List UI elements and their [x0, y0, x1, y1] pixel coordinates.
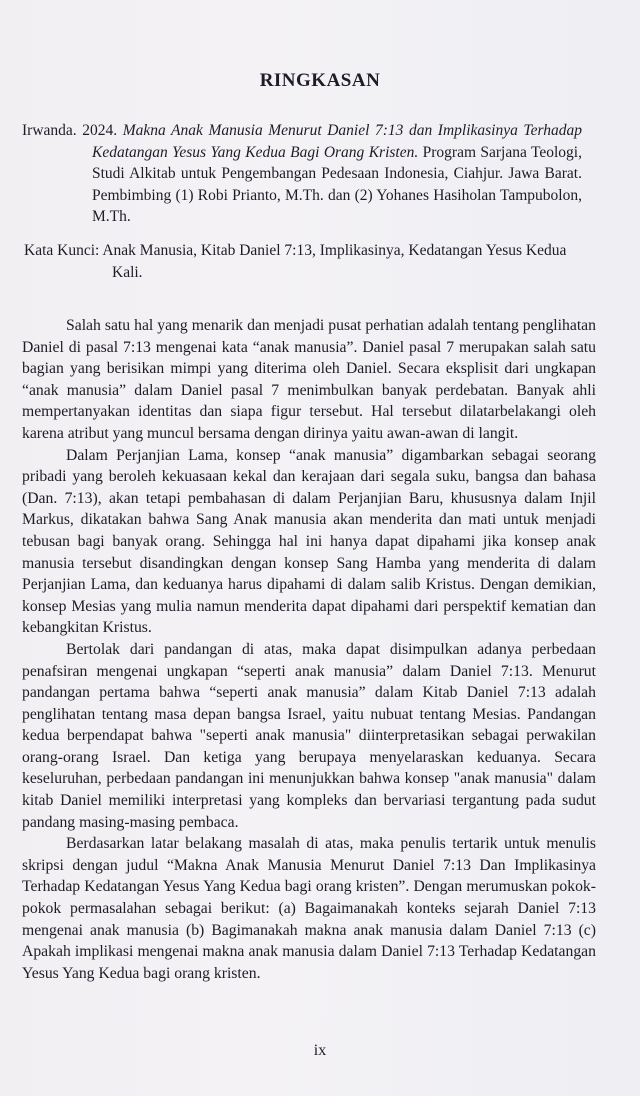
page-title: RINGKASAN	[259, 70, 381, 91]
citation-block	[22, 120, 582, 228]
paragraph-4: Berdasarkan latar belakang masalah di atas, maka penulis tertarik untuk menulis skripsi dengan judul “Makna Anak Manusia Menurut Daniel 7:13 Dan Implikasinya Terhadap Kedatangan Yesus Yang Kedua bagi orang kristen”. Dengan merumuskan pokok-pokok permasalahan sebagai berikut: (a) Bagaimanakah konteks sejarah Daniel 7:13 mengenai anak manusia (b) Bagimanakah makna anak manusia dalam Daniel 7:13 (c) Apakah implikasi mengenai makna anak manusia dalam Daniel 7:13 Terhadap Kedatangan Yesus Yang Kedua bagi orang kristen.	[22, 835, 596, 982]
paragraph-3: Bertolak dari pandangan di atas, maka dapat disimpulkan adanya perbedaan penafsiran mengenai ungkapan “seperti anak manusia” dalam Daniel 7:13. Menurut pandangan pertama bahwa “seperti anak manusia” dalam Kitab Daniel 7:13 adalah penglihatan tentang masa depan bangsa Israel, yaitu nubuat tentang Mesias. Pandangan kedua berpendapat bahwa "seperti anak manusia" diinterpretasikan sebagai perwakilan orang-orang Israel. Dan ketiga yang berupaya menyelaraskan keduanya. Secara keseluruhan, perbedaan pandangan ini menunjukkan bahwa konsep "anak manusia" dalam kitab Daniel memiliki interpretasi yang kompleks dan bervariasi tergantung pada sudut pandang masing-masing pembaca.	[22, 640, 596, 831]
paragraph-1: Salah satu hal yang menarik dan menjadi pusat perhatian adalah tentang penglihatan Daniel di pasal 7:13 mengenai kata “anak manusia”. Daniel pasal 7 merupakan salah satu bagian yang berisikan mimpi yang diterima oleh Daniel. Secara eksplisit dari ungkapan “anak manusia” dalam Daniel pasal 7 menimbulkan banyak perdebatan. Banyak ahli mempertanyakan identitas dan siapa figur tersebut. Hal tersebut dilatarbelakangi oleh karena atribut yang muncul bersama dengan dirinya yaitu awan-awan di langit.	[22, 317, 596, 442]
thesis-title: Makna Anak Manusia Menurut Daniel 7:13 dan Implikasinya Terhadap Kedatangan Yesus Yang Kedua Bagi Orang Kristen.	[92, 122, 583, 161]
paragraph-2: Dalam Perjanjian Lama, konsep “anak manusia” digambarkan sebagai seorang pribadi yang beroleh kekuasaan kekal dan kerajaan dari segala suku, bangsa dan bahasa (Dan. 7:13), akan tetapi pembahasan di dalam Perjanjian Baru, khususnya dalam Injil Markus, dikatakan bahwa Sang Anak manusia akan menderita dan mati untuk menjadi tebusan bagi banyak orang. Sehingga hal ini hanya dapat dipahami jika konsep anak manusia tersebut disandingkan dengan konsep Sang Hamba yang menderita di dalam Perjanjian Lama, dan keduanya harus dipahami di dalam salib Kristus. Dengan demikian, konsep Mesias yang mulia namun menderita dapat dipahami dari perspektif kematian dan kebangkitan Kristus.	[22, 446, 596, 637]
abstract-citation	[22, 120, 582, 228]
author-year: Irwanda. 2024.	[22, 122, 118, 139]
summary-body	[22, 315, 596, 984]
keywords: Kata Kunci: Anak Manusia, Kitab Daniel 7:13, Implikasinya, Kedatangan Yesus Kedua Kali.	[24, 242, 567, 281]
program-info: Program Sarjana Teologi, Studi Alkitab untuk Pengembangan Pedesaan Indonesia, Ciahjur. Jawa Barat. Pembimbing (1) Robi Prianto, M.Th. dan (2) Yohanes Hasiholan Tampubolon, M.Th.	[92, 143, 582, 225]
page-number: ix	[313, 1042, 327, 1059]
